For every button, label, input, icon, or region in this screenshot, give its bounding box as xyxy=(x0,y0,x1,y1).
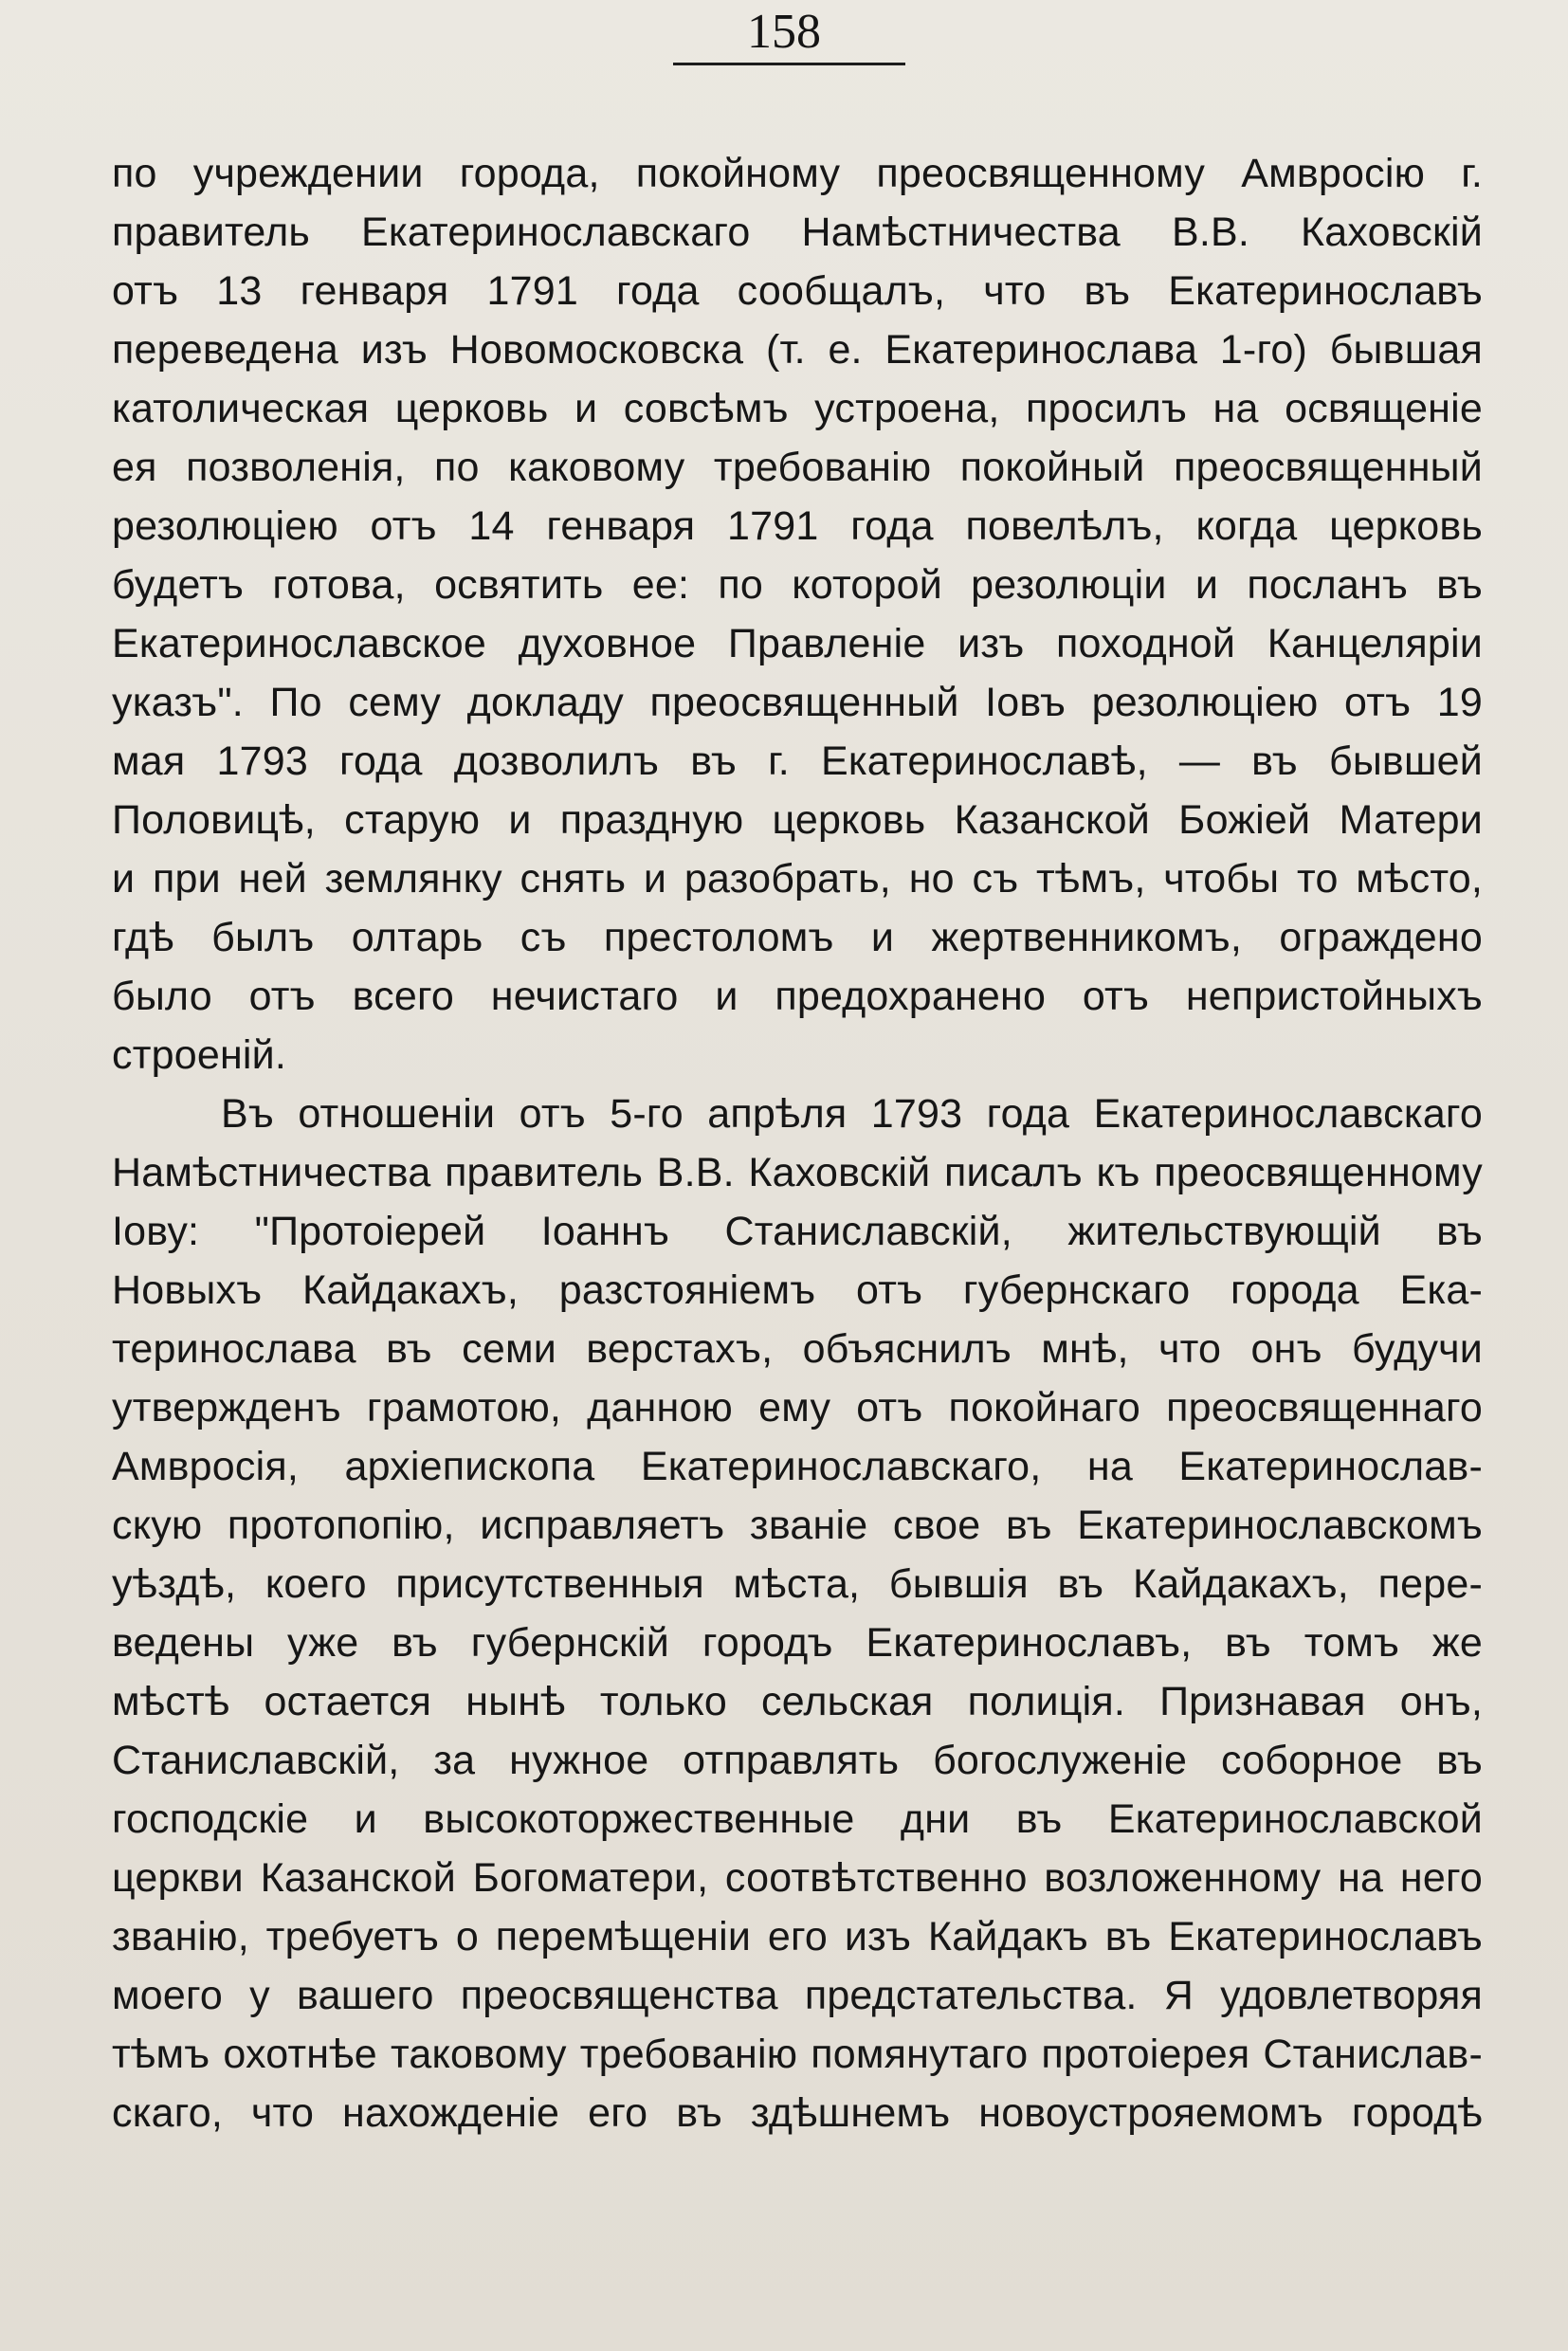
text-line: уѣздѣ, коего присутственныя мѣста, бывшія въ Кайдакахъ, пере- xyxy=(112,1561,1483,1607)
text-line: моего у вашего преосвященства предстательства. Я удовлетворяя xyxy=(112,1973,1483,2018)
text-line: отъ 13 генваря 1791 года сообщалъ, что въ Екатеринославъ xyxy=(112,268,1483,314)
text-line: указъ". По сему докладу преосвященный Іовъ резолюціею отъ 19 xyxy=(112,680,1483,725)
text-line: Станиславскій, за нужное отправлять богослуженіе соборное въ xyxy=(112,1738,1483,1783)
text-line: Екатеринославское духовное Правленіе изъ походной Канцеляріи xyxy=(112,621,1483,666)
text-line: ведены уже въ губернскій городъ Екатеринославъ, въ томъ же xyxy=(112,1620,1483,1666)
text-line: по учреждении города, покойному преосвященному Амвросію г. xyxy=(112,151,1483,196)
text-line: церкви Казанской Богоматери, соотвѣтственно возложенному на него xyxy=(112,1855,1483,1901)
text-line: Новыхъ Кайдакахъ, разстояніемъ отъ губернскаго города Ека- xyxy=(112,1267,1483,1313)
text-line: и при ней землянку снять и разобрать, но съ тѣмъ, чтобы то мѣсто, xyxy=(112,856,1483,902)
text-line: мѣстѣ остается нынѣ только сельская полиція. Признавая онъ, xyxy=(112,1679,1483,1724)
text-line: переведена изъ Новомосковска (т. е. Екатеринослава 1-го) бывшая xyxy=(112,327,1483,373)
page-header xyxy=(0,0,1568,76)
text-line: Въ отношеніи отъ 5-го апрѣля 1793 года Екатеринославскаго xyxy=(221,1091,1483,1137)
text-line: господскіе и высокоторжественные дни въ Екатеринославской xyxy=(112,1796,1483,1842)
text-line: правитель Екатеринославскаго Намѣстничества В.В. Каховскій xyxy=(112,210,1483,255)
text-line: мая 1793 года дозволилъ въ г. Екатеринославѣ, — въ бывшей xyxy=(112,738,1483,784)
body-text xyxy=(112,144,1483,2142)
text-line: Амвросія, архіепископа Екатеринославскаго, на Екатеринослав- xyxy=(112,1444,1483,1489)
text-line: Намѣстничества правитель В.В. Каховскій писалъ къ преосвященному xyxy=(112,1150,1483,1195)
text-line: было отъ всего нечистаго и предохранено отъ непристойныхъ xyxy=(112,974,1483,1019)
text-line: резолюціею отъ 14 генваря 1791 года повелѣлъ, когда церковь xyxy=(112,503,1483,549)
page-number: 158 xyxy=(747,5,821,59)
text-line: утвержденъ грамотою, данною ему отъ покойнаго преосвященнаго xyxy=(112,1385,1483,1431)
header-rule xyxy=(673,63,905,65)
text-line: скую протопопію, исправляетъ званіе свое въ Екатеринославскомъ xyxy=(112,1503,1483,1548)
text-line: католическая церковь и совсѣмъ устроена, просилъ на освященіе xyxy=(112,386,1483,431)
paragraph-2 xyxy=(112,1084,1483,2142)
text-line: строеній. xyxy=(112,1032,287,1078)
text-line: Іову: "Протоіерей Іоаннъ Станиславскій, жительствующій въ xyxy=(112,1209,1483,1254)
text-line: Половицѣ, старую и праздную церковь Казанской Божіей Матери xyxy=(112,797,1483,843)
text-line: гдѣ былъ олтарь съ престоломъ и жертвенникомъ, ограждено xyxy=(112,915,1483,960)
text-line: скаго, что нахожденіе его въ здѣшнемъ новоустрояемомъ городѣ xyxy=(112,2090,1483,2136)
text-line: званію, требуетъ о перемѣщеніи его изъ Кайдакъ въ Екатеринославъ xyxy=(112,1914,1483,1959)
text-line: будетъ готова, освятить ее: по которой резолюціи и посланъ въ xyxy=(112,562,1483,608)
text-line: тѣмъ охотнѣе таковому требованію помянутаго протоіерея Станислав- xyxy=(112,2032,1483,2077)
paragraph-1 xyxy=(112,144,1483,1084)
text-line: ея позволенія, по каковому требованію покойный преосвященный xyxy=(112,445,1483,490)
text-line: теринослава въ семи верстахъ, объяснилъ мнѣ, что онъ будучи xyxy=(112,1326,1483,1372)
